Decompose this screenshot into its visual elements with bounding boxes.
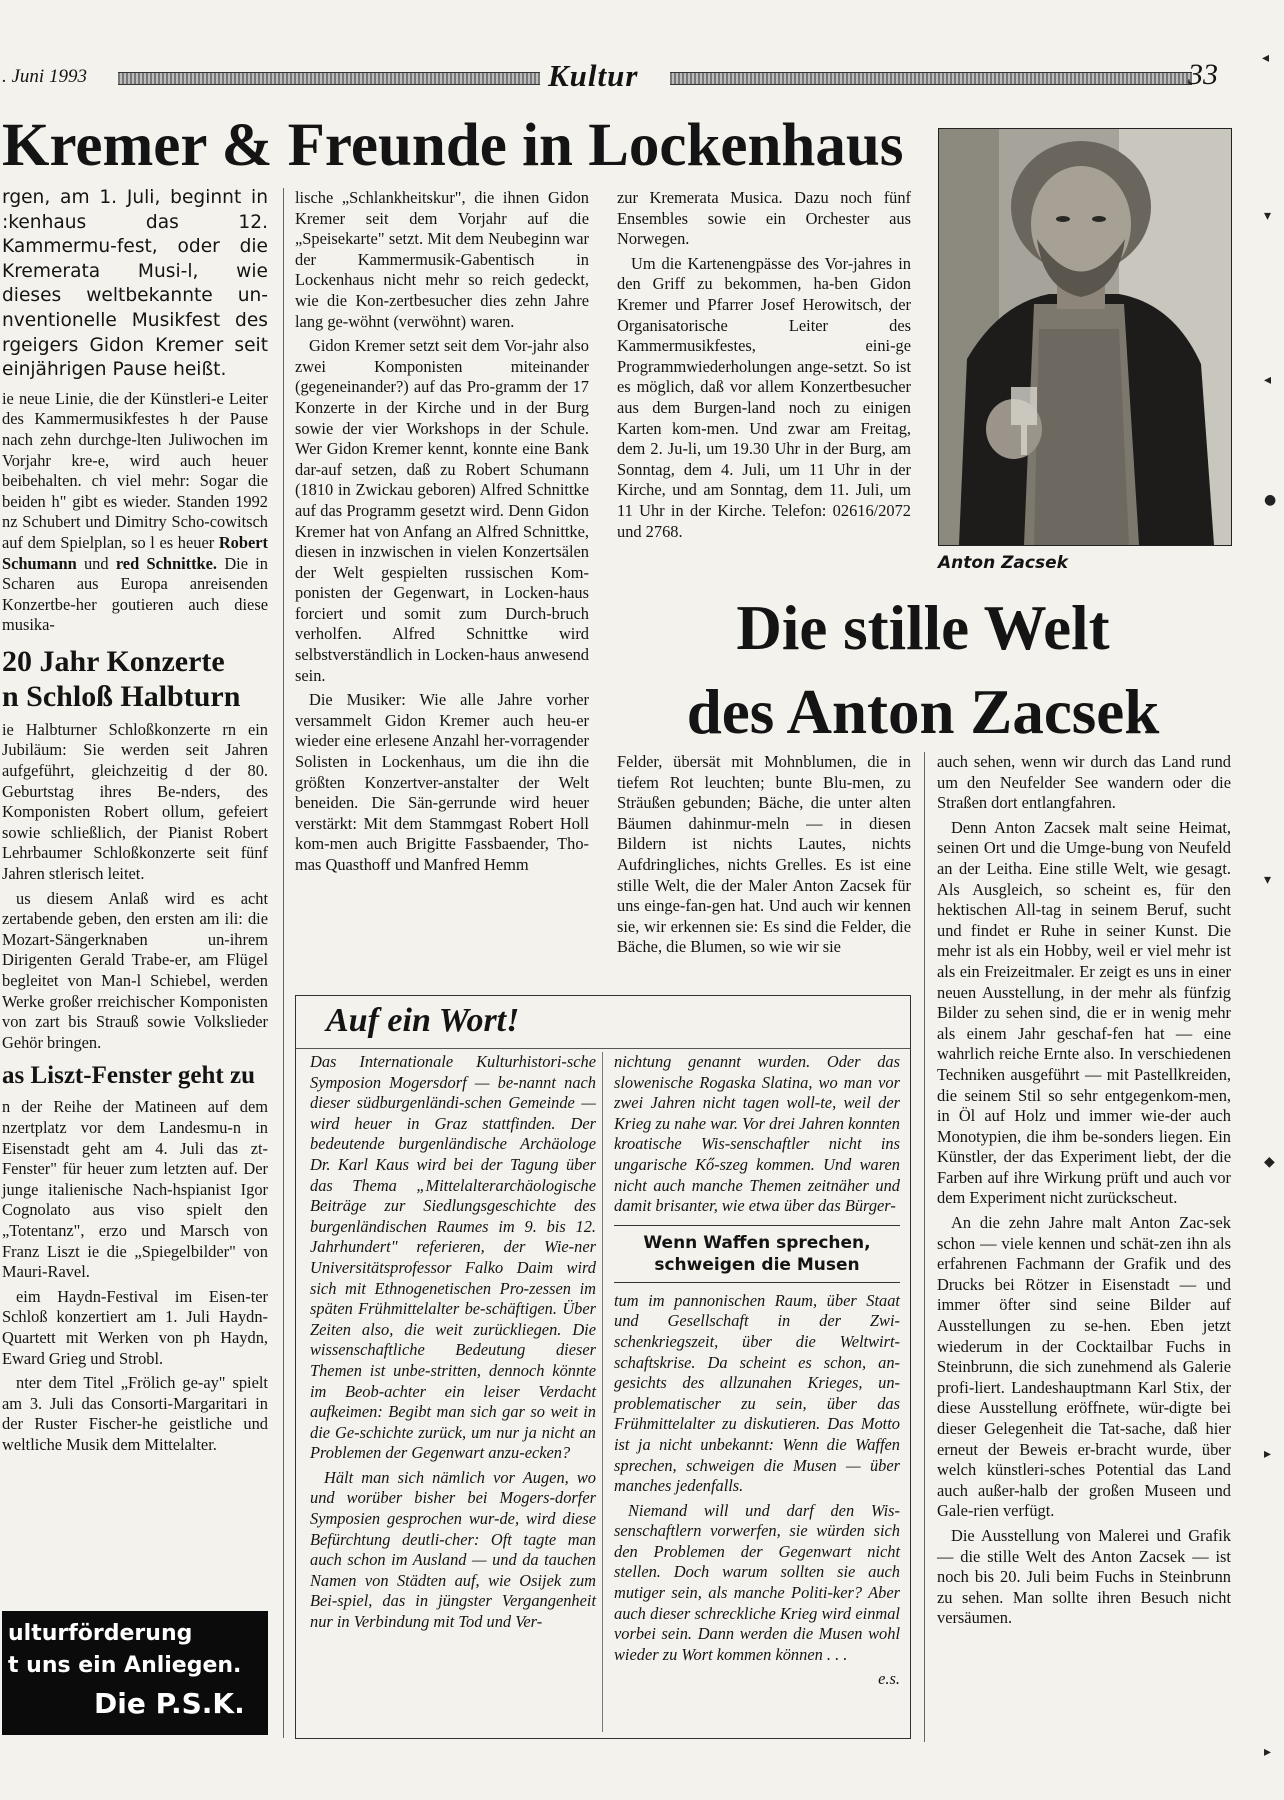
- paragraph: Um die Kartenengpässe des Vor-jahres in den Griff zu bekommen, ha-ben Gidon Kremer und Pfarrer Josef Herowitsch, der Organisatorische Leiter des Kammermusikfestes, eini-ge Programmwiederholungen ange-setzt. So ist es möglich, daß vor allem Konzertbesucher aus dem Burgen-land noch zu einigen Karten kom-men. Und zwar am Freitag, dem 2. Ju-li, um 19.30 Uhr in der Burg, am Sonntag, dem 4. Juli, um 11 Uhr in der Kirche, und am Sonntag, dem 11. Juli, um 11 Uhr in der Kirche. Telefon: 02616/2072 und 2768.: [617, 253, 911, 541]
- portrait-photo: [938, 128, 1232, 546]
- feature-column: [617, 752, 911, 962]
- ad-line: t uns ein Anliegen.: [8, 1653, 242, 1678]
- commentary-signature: e.s.: [878, 1669, 900, 1689]
- paragraph: ie Halbturner Schloßkonzerte rn ein Jubiläum: Sie werden seit Jahren aufgeführt, gleichzeitig d der 80. Geburtstag ihres Be-nders, des Komponisten Robert ollum, gefeiert sowie schließlich, der Pianist Robert Lehrbaumer Schloßkonzerte seit fünf Jahren stlerisch leitet.: [2, 719, 268, 884]
- page-number: 33: [1188, 58, 1218, 91]
- paragraph: Denn Anton Zacsek malt seine Heimat, seinen Ort und die Umge-bung von Neufeld an der Leitha. Eine stille Welt, wie gesagt. Als Ausgleich, so scheint es, für den hektischen All-tag in seinem Beruf, sucht und findet er Ruhe in seiner Kunst. Die mehr ist als ein Hobby, weil er viel mehr ist als ein Freizeitmaler. Er zeigt es uns in einer neuen Ausstellung, in der mehr als fünfzig Bilder zu sehen sind, die er in wenig mehr als einem Jahr geschaf-fen hat — eine wahrlich reiche Ernte also. In verschiedenen Techniken ausgeführt — mit Pastellkreiden, die seinem Stil so sehr entgegenkom-men, in Öl auf Holz und immer wie-der auch Monotypien, die ihm be-sonders liegen. Ein Künstler, der das Experiment liebt, der die Farben auf ihre Wirkung prüft und auch vor dem Experiment nicht zurückscheut.: [937, 817, 1231, 1208]
- commentary-column: [310, 1052, 596, 1637]
- scan-mark: ●: [1264, 492, 1277, 508]
- paragraph: Gidon Kremer setzt seit dem Vor-jahr also zwei Komponisten miteinander (gegeneinander?) auf das Pro-gramm der 17 Konzerte in der Kirche und in der Burg sowie der vier Workshops in der Schule. Wer Gidon Kremer kennt, konnte eine Bank dar-auf setzen, daß zu Robert Schumann (1810 in Zwickau geboren) Alfred Schnittke auf das Programm gesetzt wird. Denn Gidon Kremer hat von Anfang an Alfred Schnittke, diesen in inzwischen in vielen Konzertsälen der Welt gespielten russischen Kom-ponisten der Gegenwart, in Locken-haus forciert und somit zum Durch-bruch verholfen. Alfred Schnittke wird selbstverständlich in Locken-haus anwesend sein.: [295, 336, 589, 685]
- headline-line: des Anton Zacsek: [686, 677, 1160, 747]
- paragraph: Niemand will und darf den Wis-senschaftlern vorwerfen, sie würden sich den Problemen der Gegenwart nicht stellen. Doch warum sollten sie auch mutiger sein, als manche Politi-ker? Aber auch dieser schreckliche Krieg wird einmal vorbei sein. Dann werden die Musen wohl wieder zu Wort kommen können . . .: [614, 1500, 900, 1664]
- headline-line: Die stille Welt: [736, 593, 1110, 663]
- commentary-title: Auf ein Wort!: [326, 1002, 520, 1039]
- column-divider: [283, 188, 284, 1738]
- left-column: [2, 186, 268, 1459]
- paragraph: zur Kremerata Musica. Dazu noch fünf Ensembles sowie ein Orchester aus Norwegen.: [617, 188, 911, 249]
- paragraph: Hält man sich nämlich vor Augen, wo und worüber bisher bei Mogers-dorfer Symposien gesprochen wur-de, wird diese Befürchtung deutli-cher: Oft tagte man auch schon im Ausland — und da tauchen Namen von Städten auf, wie Osijek zum Bei-spiel, das in jüngster Vergangenheit nur in Verbindung mit Tod und Ver-: [310, 1467, 596, 1632]
- paragraph: nichtung genannt wurden. Oder das slowenische Rogaska Slatina, wo man vor zwei Jahren nicht tagen woll-te, weil der Krieg zu nahe war. Vor drei Jahren konnten kroatische Wis-senschaftler nicht ins ungarische Kő-szeg kommen. Und waren nicht auch manche Themen zeitnäher und damit brisanter, wie etwa über das Bürger-: [614, 1052, 900, 1216]
- subheading-halbturn: 20 Jahr Konzerte n Schloß Halbturn: [2, 644, 241, 713]
- paragraph: lische „Schlankheitskur", die ihnen Gidon Kremer seit dem Vorjahr auf die „Speisekarte" setzt. Mit dem Neubeginn war der Kammermusik-Gabentisch in Lockenhaus nicht mehr so reich gedeckt, wie die Kon-zertbesucher dies zehn Jahre lang ge-wöhnt (verwöhnt) waren.: [295, 188, 589, 331]
- header-rule-right: [670, 72, 1192, 85]
- paragraph-text: ie neue Linie, die der Künstleri-e Leiter des Kammermusikfestes h der Pause nach zehn durchge-lten Juliwochen im Vorjahr kre-e, wird auch heuer beibehalten. ch viel mehr: Sogar die beiden h" gibt es wieder. Standen 1992 nz Schubert und Dimitry Scho-cowitsch auf dem Spielplan, so l es heuer: [2, 388, 268, 552]
- paragraph: Das Internationale Kulturhistori-sche Symposion Mogersdorf — be-nannt nach dieser südburgenländi-schen Gemeinde — wird heuer in Graz stattfinden. Der bedeutende burgenländische Archäologe Dr. Karl Kaus wird bei der Tagung über das Thema „Mittelalterarchäologische Beiträge zur Siedlungsgeschichte des burgenländischen Raumes im 9. bis 12. Jahrhundert" referieren, der Wie-ner Universitätsprofessor Falko Daim wird sich mit Ethnogenetischen Pro-zessen im späten Frühmittelalter be-schäftigen. Über Zeiten also, die weit zurückliegen. Die wissenschaftliche Bedeutung dieser Themen ist unbe-stritten, dennoch könnte im Beob-achter ein leiser Verdacht aufkeimen: Begibt man sich gar so weit in die Ge-schichte zurück, um nur ja nicht an Problemen der Gegenwart anzu-ecken?: [310, 1052, 596, 1463]
- article-headline: Kremer & Freunde in Lockenhaus: [2, 112, 904, 179]
- scan-mark: ▸: [1264, 1446, 1272, 1462]
- psk-advertisement: [2, 1611, 268, 1735]
- paragraph: Felder, übersät mit Mohnblumen, die in tiefem Rot leuchten; bunte Blu-men, zu Sträußen gebunden; Bäche, die unter alten Bäumen dahinmur-meln — in diesen Bildern ist nichts Lautes, nichts Aufdringliches, nichts Grelles. Es ist eine stille Welt, die der Maler Anton Zacsek für uns einge-fan-gen hat. Und auch wir kennen sie, wir erkennen sie: Es sind die Felder, die Bäche, die Blumen, so wie wir sie: [617, 752, 911, 957]
- portrait-illustration: [939, 129, 1231, 545]
- article-column: [295, 188, 589, 880]
- scan-mark: ▾: [1264, 208, 1272, 224]
- scan-mark: ◂: [1264, 372, 1272, 388]
- paragraph-text: und: [83, 553, 109, 573]
- feature-headline: [618, 586, 1228, 754]
- scan-mark: ◆: [1264, 1154, 1275, 1170]
- commentary-column: [614, 1052, 900, 1690]
- composer-name: Robert Schumann: [2, 532, 268, 573]
- article-intro: rgen, am 1. Juli, beginnt in :kenhaus das 12. Kammermu-fest, oder die Kremerata Musi-l, wie dieses weltbekannte un-nventionelle Musikfest des rgeigers Gidon Kremer seit einjährigen Pause heißt.: [2, 187, 268, 381]
- feature-column: [937, 752, 1231, 1633]
- paragraph: [2, 389, 268, 636]
- paragraph: Die Musiker: Wie alle Jahre vorher versammelt Gidon Kremer auch heu-er wieder eine erlesene Anzahl her-vorragender Solisten in Lockenhaus, um die ihn die größten Konzertver-anstalter der Welt beneiden. Die Sän-gerrunde wird heuer verstärkt: Mit dem Stammgast Robert Holl kom-men auch Brigitte Fassbaender, Tho-mas Quasthoff und Manfred Hemm: [295, 690, 589, 874]
- article-column: [617, 188, 911, 546]
- photo-caption: Anton Zacsek: [938, 553, 1068, 573]
- paragraph: An die zehn Jahre malt Anton Zac-sek schon — viele kennen und schät-zen ihn als erfahrenen Fachmann der Grafik und des Drucks bei Rötzer in Eisenstadt — und immer öfter sind seine Bilder auf Ausstellungen zu se-hen. Eben jetzt wiederum in der Cocktailbar Fuchs in Steinbrunn, die sich zunehmend als Galerie profi-liert. Landeshauptmann Karl Stix, der diese Ausstellung eröffnete, wür-digte bei dieser Gelegenheit die Tat-sache, daß hier erneut der Beweis er-bracht wurde, über welch künstleri-sches Potential das Land auch außer-halb der großen Museen und Gale-rien verfügt.: [937, 1213, 1231, 1521]
- scan-mark: ▾: [1264, 872, 1272, 888]
- ad-line: ulturförderung: [8, 1621, 193, 1646]
- paragraph: nter dem Titel „Frölich ge-ay" spielt am 3. Juli das Consorti-Margaritari in der Ruster Fischer-he geistliche und weltliche Musik dem Mittelalter.: [2, 1373, 268, 1454]
- column-divider: [602, 1052, 603, 1732]
- paragraph-text: Die in Scharen aus Europa anreisenden Konzertbe-her goutieren auch diese musika-: [2, 553, 268, 635]
- commentary-rule: [296, 1048, 910, 1049]
- commentary-box: [295, 995, 911, 1739]
- section-title: Kultur: [548, 58, 639, 93]
- paragraph: Die Ausstellung von Malerei und Grafik — die stille Welt des Anton Zacsek — ist noch bis 20. Juli beim Fuchs in Steinbrunn zu sehen. Man sollte ihren Besuch nicht versäumen.: [937, 1525, 1231, 1628]
- paragraph: us diesem Anlaß wird es acht zertabende geben, den ersten am ili: die Mozart-Sängerknaben un-ihrem Dirigenten Gerald Trabe-er, am Flügel begleitet von Man-l Schiebel, werden Werke großer rreichischer Komponisten von zart bis Strauß sowie Volkslieder Gehör bringen.: [2, 888, 268, 1052]
- paragraph: tum im pannonischen Raum, über Staat und Gesellschaft in der Zwi-schenkriegszeit, über die Weltwirt-schaftskrise. Da scheint es schon, an-gesichts des allzunahen Krieges, un-problematischer zu sein, über das Frühmittelalter zu diskutieren. Das Motto ist ja nicht unbekannt: Wenn die Waffen sprechen, schweigen die Musen — über manches jedenfalls.: [614, 1290, 900, 1496]
- column-divider: [924, 752, 925, 1742]
- header-rule-left: [118, 72, 540, 85]
- composer-name: red Schnittke.: [115, 553, 218, 573]
- scan-mark: ◂: [1262, 50, 1270, 66]
- paragraph: eim Haydn-Festival im Eisen-ter Schloß konzertiert am 1. Juli Haydn-Quartett mit Werken von ph Haydn, Eward Grieg und Strobl.: [2, 1286, 268, 1368]
- ad-brand: Die P.S.K.: [94, 1687, 245, 1720]
- issue-date: . Juni 1993: [2, 66, 87, 87]
- subheading-liszt: as Liszt-Fenster geht zu: [2, 1062, 255, 1090]
- paragraph: n der Reihe der Matineen auf dem nzertplatz vor dem Landesmu-n in Eisenstadt geht am 4. Juli das zt-Fenster" für heuer zum letzten auf. Der junge italienische Nach-hspianist Igor Cognolato aus viso spielt den „Totentanz", erzo und Marsch von Franz Liszt ie die „Spiegelbilder" von Mauri-Ravel.: [2, 1097, 268, 1282]
- commentary-subhead: Wenn Waffen sprechen, schweigen die Musen: [614, 1225, 900, 1283]
- paragraph: auch sehen, wenn wir durch das Land rund um den Neufelder See wandern oder die Straßen dort entlangfahren.: [937, 752, 1231, 813]
- scan-mark: ▸: [1264, 1744, 1272, 1760]
